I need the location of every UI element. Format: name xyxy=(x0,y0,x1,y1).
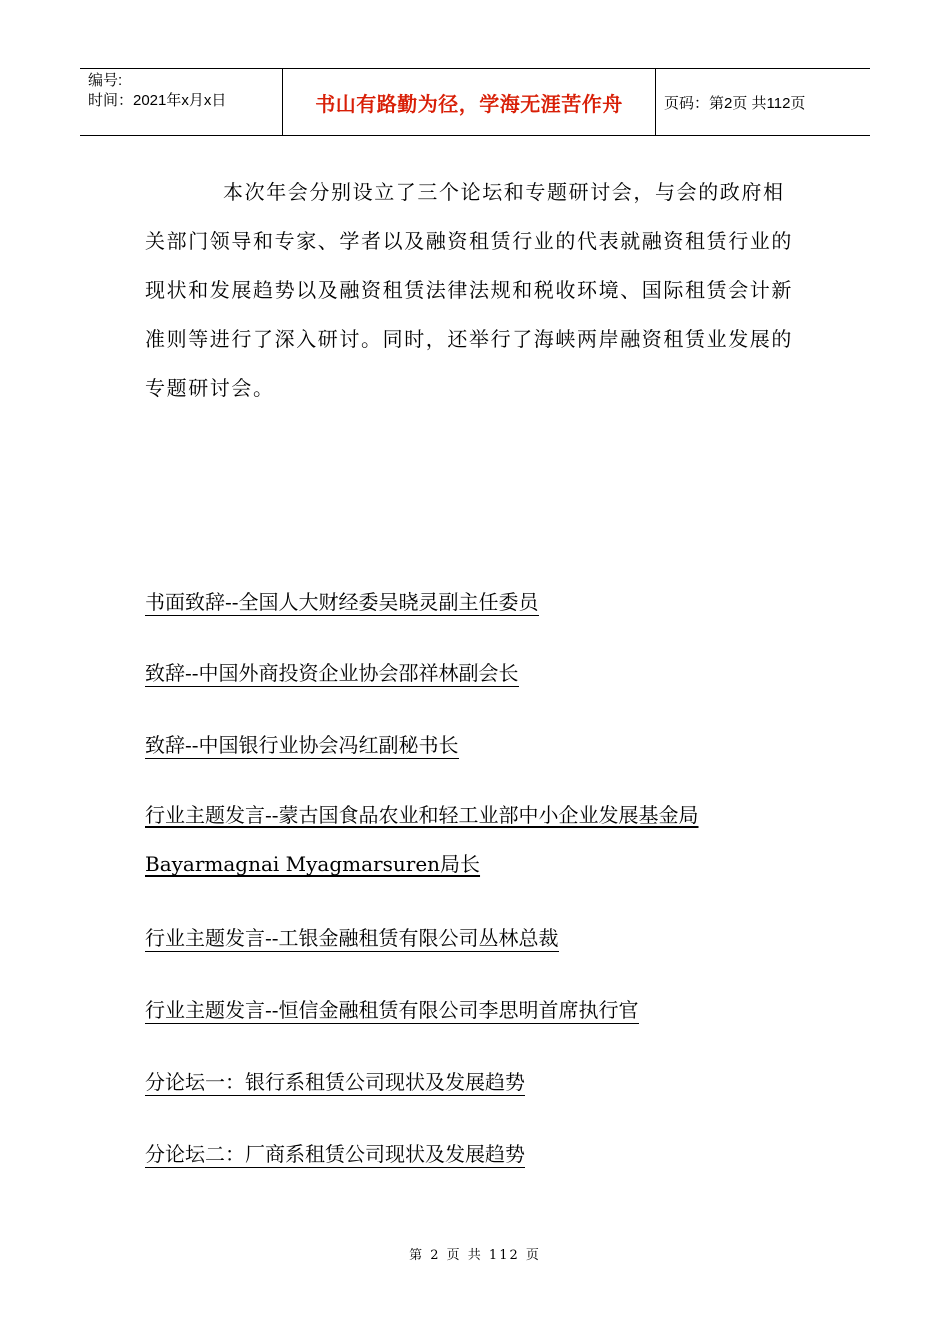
session-link[interactable]: 分论坛一：银行系租赁公司现状及发展趋势 xyxy=(145,1070,525,1094)
list-item xyxy=(145,731,459,759)
header-motto: 书山有路勤为径，学海无涯苦作舟 xyxy=(282,69,656,135)
session-link[interactable]: 致辞--中国外商投资企业协会邵祥林副会长 xyxy=(145,661,519,685)
list-item xyxy=(145,924,559,952)
page-footer: 第 2 页 共 112 页 xyxy=(409,1248,541,1263)
session-link[interactable]: 分论坛二：厂商系租赁公司现状及发展趋势 xyxy=(145,1142,525,1166)
page-header xyxy=(80,68,870,136)
list-item xyxy=(145,659,519,687)
header-meta xyxy=(80,69,282,135)
session-link[interactable]: 行业主题发言--工银金融租赁有限公司丛林总裁 xyxy=(145,926,559,950)
document-date-label: 时间：2021年x月x日 xyxy=(88,92,227,109)
list-item xyxy=(145,791,825,889)
session-link[interactable]: 行业主题发言--蒙古国食品农业和轻工业部中小企业发展基金局Bayarmagnai Myagmarsuren局长 xyxy=(145,803,699,876)
session-link[interactable]: 书面致辞--全国人大财经委吴晓灵副主任委员 xyxy=(145,590,539,614)
session-link[interactable]: 致辞--中国银行业协会冯红副秘书长 xyxy=(145,733,459,757)
list-item xyxy=(145,1140,525,1168)
list-item xyxy=(145,1068,525,1096)
list-item xyxy=(145,588,539,616)
list-item xyxy=(145,996,639,1024)
session-link[interactable]: 行业主题发言--恒信金融租赁有限公司李思明首席执行官 xyxy=(145,998,639,1022)
header-page-number: 页码：第2页 共112页 xyxy=(664,94,806,112)
document-number-label: 编号: xyxy=(88,72,123,89)
intro-paragraph: 本次年会分别设立了三个论坛和专题研讨会，与会的政府相关部门领导和专家、学者以及融资租赁行业的代表就融资租赁行业的现状和发展趋势以及融资租赁法律法规和税收环境、国际租赁会计新准则等进行了深入研讨。同时，还举行了海峡两岸融资租赁业发展的专题研讨会。 xyxy=(145,180,793,400)
intro-section xyxy=(145,168,805,413)
